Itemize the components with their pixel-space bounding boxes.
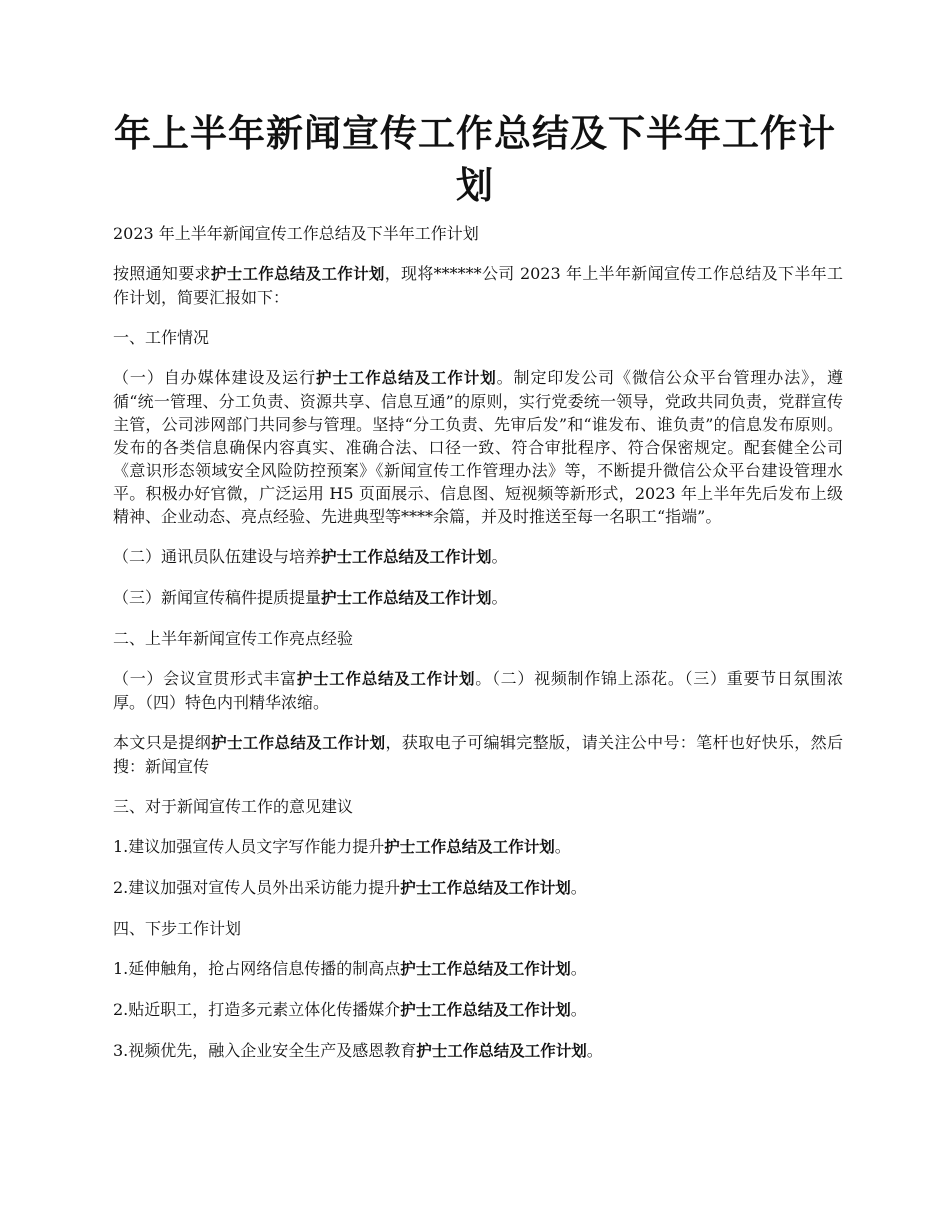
- paragraph-correspondents: （二）通讯员队伍建设与培养护士工作总结及工作计划。: [113, 547, 508, 566]
- paragraph-plan-3: 3.视频优先，融入企业安全生产及感恩教育护士工作总结及工作计划。: [113, 1041, 603, 1060]
- paragraph-subtitle: 2023 年上半年新闻宣传工作总结及下半年工作计划: [113, 224, 479, 243]
- paragraph-suggestion-2: 2.建议加强对宣传人员外出采访能力提升护士工作总结及工作计划。: [113, 878, 587, 897]
- keyword-bold: 护士工作总结及工作计划: [400, 1001, 571, 1019]
- paragraph-intro: 按照通知要求护士工作总结及工作计划，现将******公司 2023 年上半年新闻宣传工作总结及下半年工作计划，简要汇报如下：: [113, 264, 843, 307]
- document-title: 年上半年新闻宣传工作总结及下半年工作计划: [114, 112, 836, 207]
- keyword-bold: 护士工作总结及工作计划: [416, 1042, 587, 1060]
- paragraph-media-building: （一）自办媒体建设及运行护士工作总结及工作计划。制定印发公司《微信公众平台管理办法》，遵循“统一管理、分工负责、资源共享、信息互通”的原则，实行党委统一领导，党政共同负责，党群宣传主管，公司涉网部门共同参与管理。坚持“分工负责、先审后发”和“谁发布、谁负责”的信息发布原则。发布的各类信息确保内容真实、准确合法、口径一致、符合审批程序、符合保密规定。配套健全公司《意识形态领域安全风险防控预案》《新闻宣传工作管理办法》等，不断提升微信公众平台建设管理水平。积极办好官微，广泛运用 H5 页面展示、信息图、短视频等新形式，2023 年上半年先后发布上级精神、企业动态、亮点经验、先进典型等****余篇，并及时推送至每一名职工“指端”。: [113, 368, 843, 526]
- keyword-bold: 护士工作总结及工作计划: [384, 838, 555, 856]
- document-body: [113, 222, 843, 1080]
- paragraph-notice: 本文只是提纲护士工作总结及工作计划，获取电子可编辑完整版，请关注公中号：笔杆也好快乐，然后搜：新闻宣传: [113, 733, 843, 776]
- keyword-bold: 护士工作总结及工作计划: [210, 265, 385, 283]
- keyword-bold: 护士工作总结及工作计划: [400, 879, 571, 897]
- paragraph-manuscripts: （三）新闻宣传稿件提质提量护士工作总结及工作计划。: [113, 588, 508, 607]
- keyword-bold: 护士工作总结及工作计划: [316, 369, 497, 387]
- section-heading-2: 二、上半年新闻宣传工作亮点经验: [113, 629, 354, 648]
- section-heading-1: 一、工作情况: [113, 328, 210, 347]
- keyword-bold: 护士工作总结及工作计划: [211, 734, 386, 752]
- paragraph-plan-2: 2.贴近职工，打造多元素立体化传播媒介护士工作总结及工作计划。: [113, 1000, 587, 1019]
- paragraph-suggestion-1: 1.建议加强宣传人员文字写作能力提升护士工作总结及工作计划。: [113, 837, 571, 856]
- paragraph-highlights: （一）会议宣贯形式丰富护士工作总结及工作计划。（二）视频制作锦上添花。（三）重要节日氛围浓厚。（四）特色内刊精华浓缩。: [113, 669, 843, 712]
- paragraph-plan-1: 1.延伸触角，抢占网络信息传播的制高点护士工作总结及工作计划。: [113, 959, 587, 978]
- section-heading-3: 三、对于新闻宣传工作的意见建议: [113, 797, 354, 816]
- keyword-bold: 护士工作总结及工作计划: [321, 589, 492, 607]
- keyword-bold: 护士工作总结及工作计划: [400, 960, 571, 978]
- section-heading-4: 四、下步工作计划: [113, 919, 242, 938]
- keyword-bold: 护士工作总结及工作计划: [296, 670, 476, 688]
- keyword-bold: 护士工作总结及工作计划: [321, 548, 492, 566]
